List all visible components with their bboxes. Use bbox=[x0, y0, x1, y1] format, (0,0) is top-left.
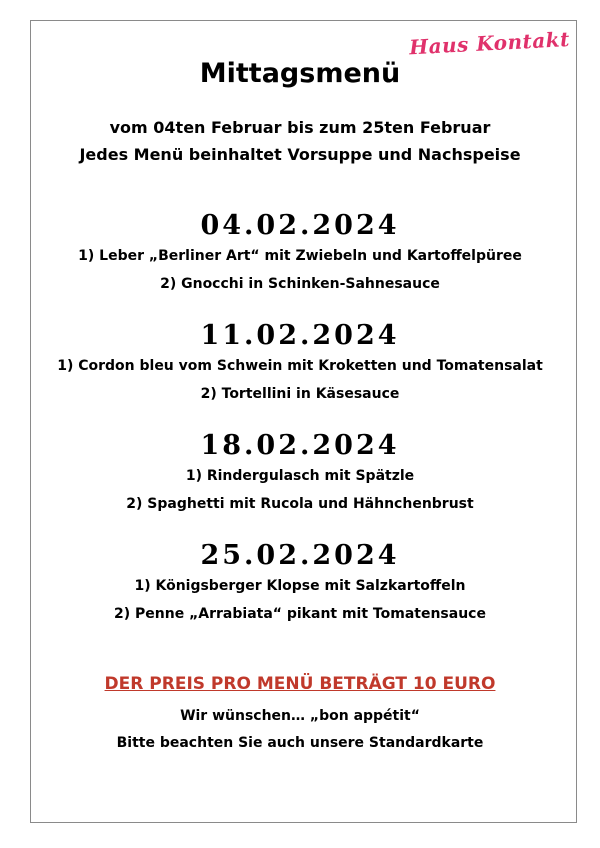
menu-item: 1) Rindergulasch mit Spätzle bbox=[185, 468, 415, 484]
brand-logo: Haus Kontakt bbox=[408, 27, 571, 60]
menu-date: 18.02.2024 bbox=[200, 430, 400, 461]
subtitle-period: vom 04ten Februar bis zum 25ten Februar bbox=[109, 118, 491, 137]
footer-note: Bitte beachten Sie auch unsere Standardkarte bbox=[116, 735, 484, 751]
menu-item: 2) Penne „Arrabiata“ pikant mit Tomatensauce bbox=[114, 606, 486, 622]
page-border bbox=[30, 20, 577, 823]
price-note: DER PREIS PRO MENÜ BETRÄGT 10 EURO bbox=[104, 674, 496, 694]
subtitle-note: Jedes Menü beinhaltet Vorsuppe und Nachspeise bbox=[79, 145, 521, 164]
menu-item: 1) Leber „Berliner Art“ mit Zwiebeln und Kartoffelpüree bbox=[78, 248, 522, 264]
menu-item: 2) Spaghetti mit Rucola und Hähnchenbrust bbox=[126, 496, 474, 512]
menu-item: 2) Tortellini in Käsesauce bbox=[200, 386, 400, 402]
menu-date: 25.02.2024 bbox=[200, 540, 400, 571]
menu-item: 1) Königsberger Klopse mit Salzkartoffeln bbox=[134, 578, 466, 594]
footer-wish: Wir wünschen… „bon appétit“ bbox=[180, 708, 420, 724]
page-title: Mittagsmenü bbox=[199, 58, 401, 89]
menu-date: 11.02.2024 bbox=[200, 320, 400, 351]
menu-item: 2) Gnocchi in Schinken-Sahnesauce bbox=[160, 276, 440, 292]
menu-item: 1) Cordon bleu vom Schwein mit Kroketten und Tomatensalat bbox=[57, 358, 543, 374]
menu-date: 04.02.2024 bbox=[200, 210, 400, 241]
